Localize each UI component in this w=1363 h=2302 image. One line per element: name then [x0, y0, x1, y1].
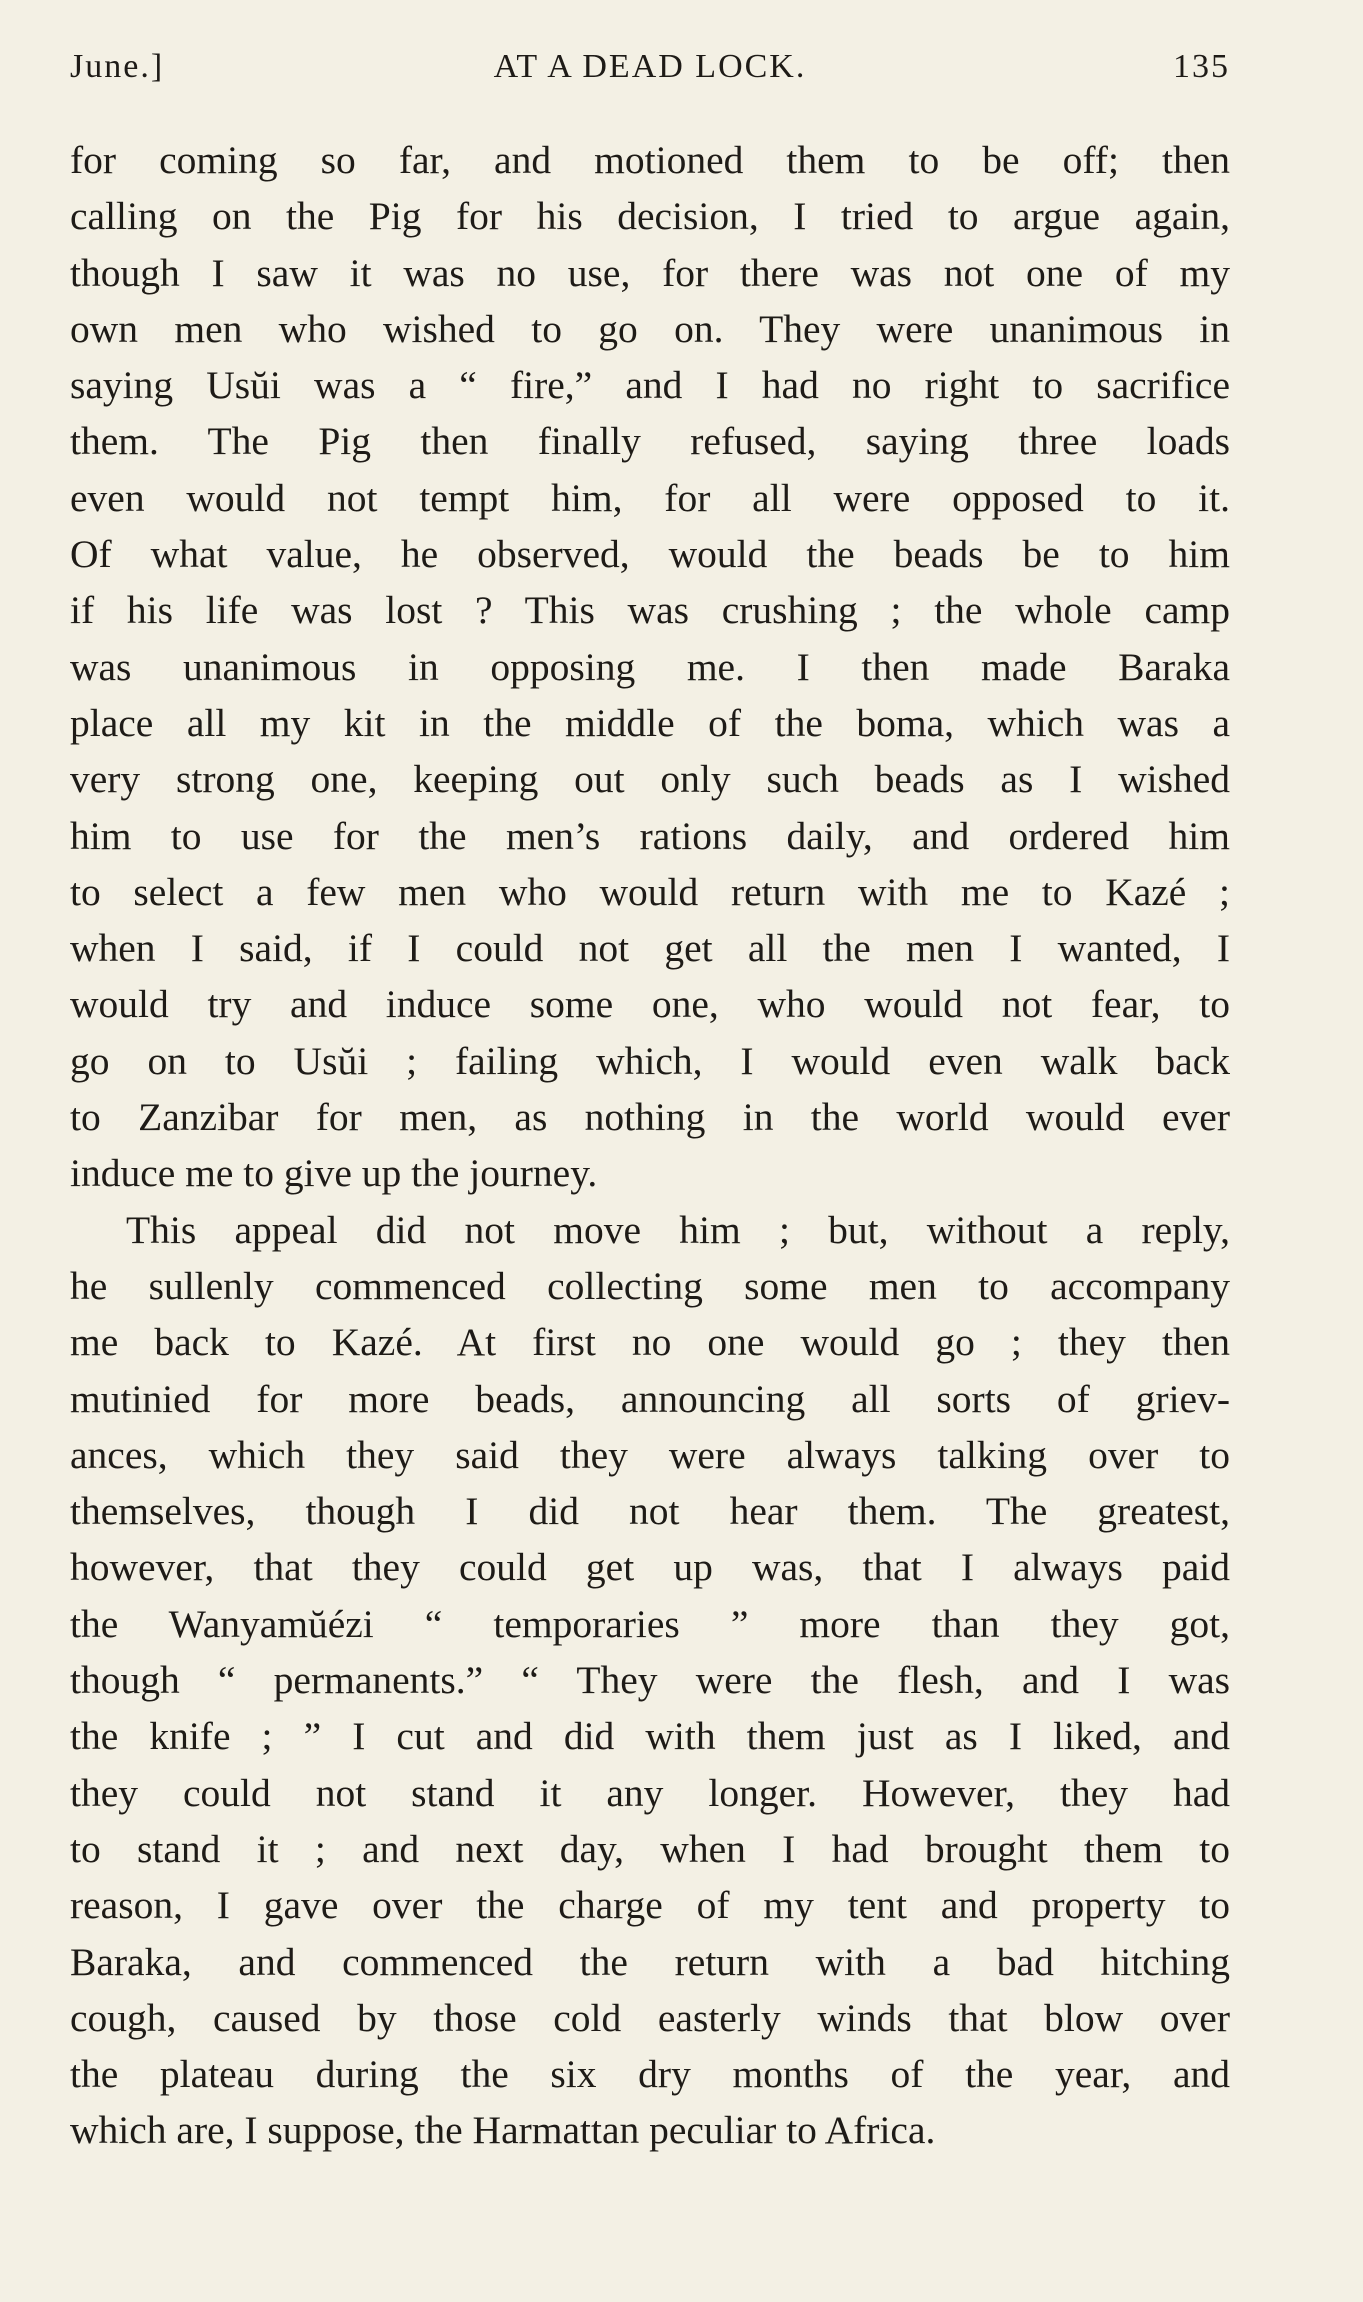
- running-head-title: AT A DEAD LOCK.: [493, 48, 807, 85]
- text-line: reason, I gave over the charge of my tent and property to: [70, 1883, 1230, 1928]
- text-line: to select a few men who would return with me to Kazé ;: [70, 869, 1230, 914]
- text-line: calling on the Pig for his decision, I tried to argue again,: [70, 194, 1230, 239]
- text-line: place all my kit in the middle of the boma, which was a: [70, 700, 1230, 745]
- text-line: however, that they could get up was, that I always paid: [70, 1545, 1230, 1590]
- text-line: if his life was lost ? This was crushing ; the whole camp: [70, 588, 1230, 633]
- running-head-month: June.]: [70, 48, 165, 85]
- text-line: saying Usŭi was a “ fire,” and I had no right to sacrifice: [70, 363, 1230, 408]
- text-line: though I saw it was no use, for there was not one of my: [70, 250, 1230, 295]
- body-text: [70, 132, 1230, 2159]
- text-line: for coming so far, and motioned them to be off; then: [70, 138, 1230, 182]
- text-line: the knife ; ” I cut and did with them just as I liked, and: [70, 1714, 1230, 1759]
- text-line: to stand it ; and next day, when I had brought them to: [70, 1826, 1230, 1871]
- text-line: him to use for the men’s rations daily, and ordered him: [70, 813, 1230, 858]
- text-line: even would not tempt him, for all were opposed to it.: [70, 475, 1230, 520]
- text-line: would try and induce some one, who would not fear, to: [70, 982, 1230, 1027]
- text-line: mutinied for more beads, announcing all sorts of griev-: [70, 1376, 1230, 1421]
- running-head: [70, 40, 1230, 96]
- text-line: them. The Pig then finally refused, saying three loads: [70, 419, 1230, 464]
- text-line: induce me to give up the journey.: [70, 1151, 598, 1196]
- text-line: This appeal did not move him ; but, without a reply,: [126, 1207, 1230, 1252]
- text-line: Of what value, he observed, would the beads be to him: [70, 532, 1230, 577]
- text-line: they could not stand it any longer. However, they had: [70, 1770, 1230, 1815]
- text-line: to Zanzibar for men, as nothing in the world would ever: [70, 1095, 1230, 1140]
- text-line: very strong one, keeping out only such beads as I wished: [70, 757, 1230, 802]
- text-line: me back to Kazé. At first no one would go ; they then: [70, 1320, 1230, 1365]
- text-line: own men who wished to go on. They were unanimous in: [70, 306, 1230, 351]
- page-number: 135: [1173, 48, 1230, 85]
- text-line: cough, caused by those cold easterly winds that blow over: [70, 1995, 1230, 2040]
- text-line: ances, which they said they were always talking over to: [70, 1432, 1230, 1477]
- text-line: when I said, if I could not get all the men I wanted, I: [70, 926, 1230, 971]
- text-line: go on to Usŭi ; failing which, I would even walk back: [70, 1038, 1230, 1083]
- text-line: the Wanyamŭézi “ temporaries ” more than they got,: [70, 1601, 1230, 1646]
- text-line: he sullenly commenced collecting some men to accompany: [70, 1263, 1230, 1308]
- text-line: Baraka, and commenced the return with a bad hitching: [70, 1939, 1230, 1984]
- text-line: themselves, though I did not hear them. The greatest,: [70, 1489, 1230, 1534]
- text-line: which are, I suppose, the Harmattan peculiar to Africa.: [70, 2108, 936, 2153]
- paragraph-2: [70, 1202, 1230, 2159]
- book-page: [70, 40, 1230, 2159]
- paragraph-1: [70, 132, 1230, 1202]
- text-line: the plateau during the six dry months of the year, and: [70, 2052, 1230, 2097]
- text-line: was unanimous in opposing me. I then made Baraka: [70, 644, 1230, 689]
- text-line: though “ permanents.” “ They were the flesh, and I was: [70, 1658, 1230, 1703]
